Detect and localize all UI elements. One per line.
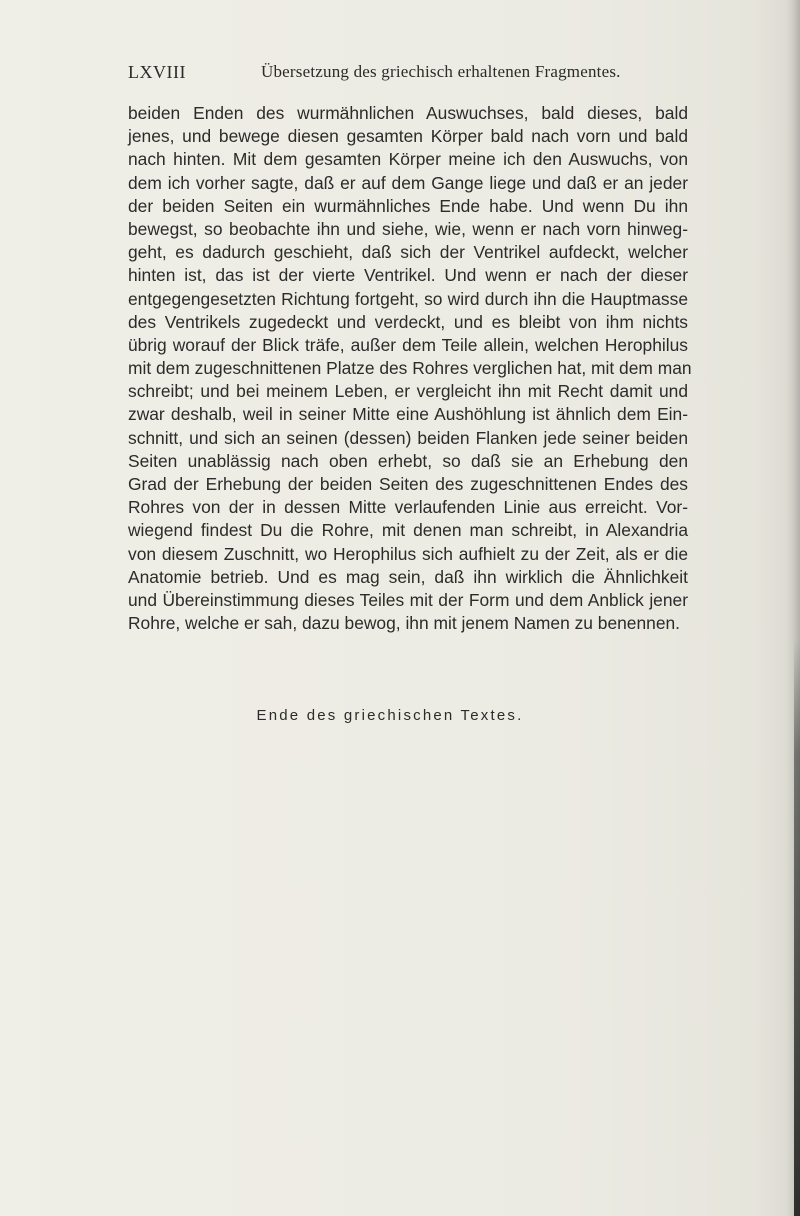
- text-line: schreibt; und bei meinem Leben, er vergleicht ihn mit Recht damit und: [128, 381, 688, 402]
- text-line: Rohres von der in dessen Mitte verlaufenden Linie aus erreicht. Vor-: [128, 497, 688, 518]
- text-line: Anatomie betrieb. Und es mag sein, daß ihn wirklich die Ähnlichkeit: [128, 566, 688, 587]
- text-line: des Ventrikels zugedeckt und verdeckt, und es bleibt von ihm nichts: [128, 311, 688, 332]
- page-number: LXVIII: [128, 62, 186, 82]
- body-paragraph: [128, 102, 692, 635]
- page-binding-edge: [794, 640, 800, 1216]
- text-line: mit dem zugeschnittenen Platze des Rohres verglichen hat, mit dem man: [128, 358, 692, 379]
- closing-line: [0, 707, 800, 724]
- text-line: Grad der Erhebung der beiden Seiten des zugeschnittenen Endes des: [128, 474, 688, 494]
- text-line: jenes, und bewege diesen gesamten Körper bald nach vorn und bald: [128, 126, 688, 147]
- text-line: von diesem Zuschnitt, wo Herophilus sich aufhielt zu der Zeit, als er die: [128, 543, 688, 564]
- closing-text: Ende des griechischen Textes.: [256, 707, 524, 724]
- text-line: der beiden Seiten ein wurmähnliches Ende habe. Und wenn Du ihn: [128, 195, 688, 216]
- text-line: Rohre, welche er sah, dazu bewog, ihn mit jenem Namen zu benennen.: [128, 613, 680, 634]
- text-line: hinten ist, das ist der vierte Ventrikel. Und wenn er nach der dieser: [128, 265, 688, 286]
- text-line: entgegengesetzten Richtung fortgeht, so wird durch ihn die Hauptmasse: [128, 288, 688, 309]
- running-title: Übersetzung des griechisch erhaltenen Fragmentes.: [261, 62, 621, 81]
- text-line: schnitt, und sich an seinen (dessen) beiden Flanken jede seiner beiden: [128, 427, 688, 448]
- text-line: wiegend findest Du die Rohre, mit denen man schreibt, in Alexandria: [128, 520, 688, 541]
- text-line: bewegst, so beobachte ihn und siehe, wie, wenn er nach vorn hinweg-: [128, 218, 688, 239]
- text-line: nach hinten. Mit dem gesamten Körper meine ich den Auswuchs, von: [128, 149, 688, 170]
- running-header: [128, 62, 688, 86]
- text-line: dem ich vorher sagte, daß er auf dem Gange liege und daß er an jeder: [128, 172, 688, 193]
- text-line: zwar deshalb, weil in seiner Mitte eine Aushöhlung ist ähnlich dem Ein-: [128, 404, 688, 425]
- text-line: und Übereinstimmung dieses Teiles mit der Form und dem Anblick jener: [128, 589, 688, 610]
- text-line: geht, es dadurch geschieht, daß sich der Ventrikel aufdeckt, welcher: [128, 242, 688, 263]
- text-line: Seiten unablässig nach oben erhebt, so daß sie an Erhebung den: [128, 450, 688, 471]
- text-line: beiden Enden des wurmähnlichen Auswuchses, bald dieses, bald: [128, 103, 688, 123]
- text-line: übrig worauf der Blick träfe, außer dem Teile allein, welchen Herophilus: [128, 334, 688, 355]
